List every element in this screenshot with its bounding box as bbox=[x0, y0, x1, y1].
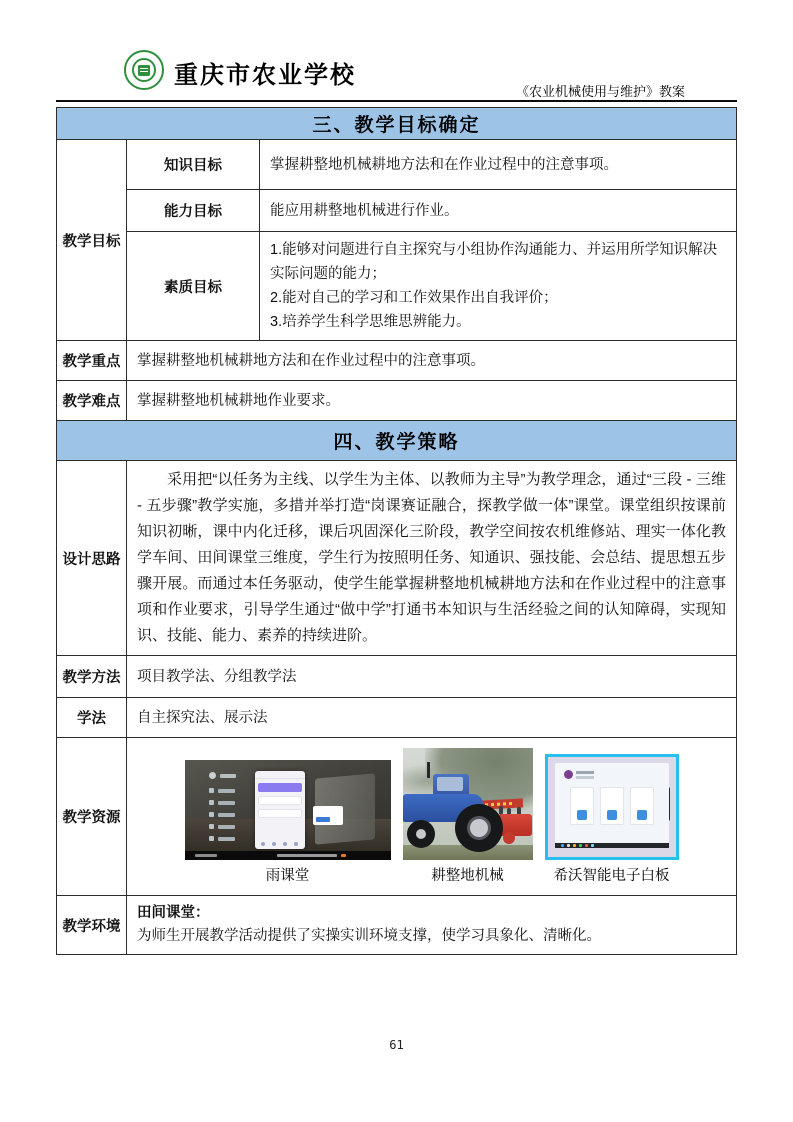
school-logo-icon bbox=[124, 50, 164, 90]
section-title-objectives: 三、教学目标确定 bbox=[57, 108, 737, 140]
sublabel-quality-goal: 素质目标 bbox=[127, 232, 260, 341]
resource-item-rain-classroom bbox=[185, 760, 391, 887]
teaching-method-content: 项目教学法、分组教学法 bbox=[127, 656, 737, 698]
resource-item-seewo-whiteboard bbox=[545, 754, 679, 887]
seewo-whiteboard-thumbnail bbox=[545, 754, 679, 860]
row-label-teaching-method: 教学方法 bbox=[57, 656, 127, 698]
quality-goal-line: 1.能够对问题进行自主探究与小组协作沟通能力、并运用所学知识解决实际问题的能力； bbox=[270, 242, 718, 282]
quality-goal-content bbox=[260, 232, 737, 341]
lesson-plan-table bbox=[56, 107, 737, 955]
rear-wheel-shape bbox=[455, 804, 503, 852]
sublabel-knowledge-goal: 知识目标 bbox=[127, 140, 260, 190]
resource-caption-tillage-machine: 耕整地机械 bbox=[431, 868, 504, 884]
avatar-dot bbox=[564, 770, 573, 779]
header-divider bbox=[56, 100, 737, 102]
rain-classroom-thumbnail bbox=[185, 760, 391, 860]
tablet-screen-shape bbox=[555, 763, 669, 848]
sublabel-ability-goal: 能力目标 bbox=[127, 190, 260, 232]
design-idea-paragraph: 采用把“以任务为主线、以学生为主体、以教师为主导”为教学理念，通过“三段 - 三维 - 五步骤”教学实施，多措并举打造“岗课赛证融合，探教学做一体”课堂。课堂组织按课前知识初晰，课中内化迁移，课后巩固深化三阶段，教学空间按农机维修站、理实一体化教学车间、田间课堂三维度，学生行为按照明任务、知通识、强技能、会总结、提思想五步骤开展。而通过本任务驱动，使学生能掌握耕整地机械耕地方法和在作业过程中的注意事项和作业要求，引导学生通过“做中学”打通书本知识与生活经验之间的认知障碍，实现知识、技能、能力、素养的持续进阶。 bbox=[137, 471, 726, 644]
page-number: 61 bbox=[389, 1038, 404, 1052]
document-title: 《农业机械使用与维护》教案 bbox=[515, 84, 685, 99]
ability-goal-content: 能应用耕整地机械进行作业。 bbox=[260, 190, 737, 232]
resource-caption-seewo-whiteboard: 希沃智能电子白板 bbox=[553, 868, 670, 884]
app-panel-shape bbox=[255, 771, 305, 849]
school-name: 重庆市农业学校 bbox=[174, 63, 356, 89]
rotary-tiller-shape bbox=[499, 814, 532, 836]
taskbar-shape bbox=[555, 843, 669, 848]
page-header bbox=[56, 46, 737, 102]
quality-goal-line: 2.能对自己的学习和工作效果作出自我评价； bbox=[270, 290, 558, 306]
row-label-teaching-environment: 教学环境 bbox=[57, 896, 127, 955]
key-point-content: 掌握耕整地机械耕地方法和在作业过程中的注意事项。 bbox=[127, 341, 737, 381]
resource-caption-rain-classroom: 雨课堂 bbox=[265, 868, 310, 884]
row-label-design-idea: 设计思路 bbox=[57, 461, 127, 656]
design-idea-content bbox=[127, 461, 737, 656]
row-label-difficulty: 教学难点 bbox=[57, 381, 127, 421]
popup-card-shape bbox=[313, 806, 343, 825]
row-label-key-point: 教学重点 bbox=[57, 341, 127, 381]
environment-heading: 田间课堂： bbox=[137, 905, 210, 921]
quality-goal-line: 3.培养学生科学思维思辨能力。 bbox=[270, 314, 471, 330]
row-label-teaching-resources: 教学资源 bbox=[57, 738, 127, 896]
row-label-learning-method: 学法 bbox=[57, 698, 127, 738]
tillage-machine-thumbnail bbox=[403, 748, 533, 860]
row-label-teaching-goals: 教学目标 bbox=[57, 140, 127, 341]
learning-method-content: 自主探究法、展示法 bbox=[127, 698, 737, 738]
environment-description: 为师生开展教学活动提供了实操实训环境支撑，使学习具象化、清晰化。 bbox=[137, 928, 601, 944]
resource-item-tillage-machine bbox=[403, 748, 533, 887]
front-wheel-shape bbox=[407, 820, 435, 848]
section-title-strategy: 四、教学策略 bbox=[57, 421, 737, 461]
difficulty-content: 掌握耕整地机械耕地作业要求。 bbox=[127, 381, 737, 421]
knowledge-goal-content: 掌握耕整地机械耕地方法和在作业过程中的注意事项。 bbox=[260, 140, 737, 190]
teaching-resources-content bbox=[127, 738, 737, 896]
teaching-environment-content bbox=[127, 896, 737, 955]
